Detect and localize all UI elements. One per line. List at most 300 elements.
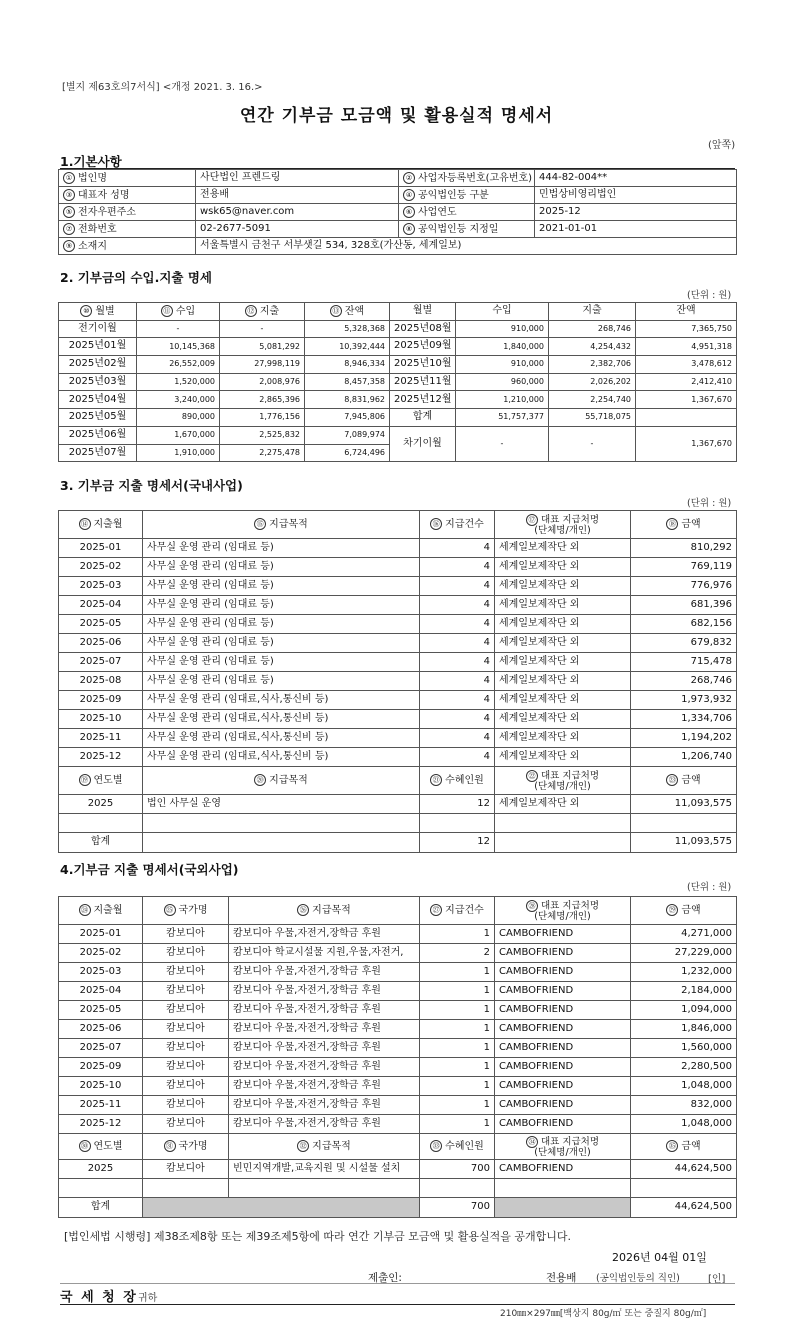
field-value: wsk65@naver.com [196,204,399,221]
recipient-cell: 세계일보제작단 외 [495,558,631,577]
section4-unit: (단위 : 원) [687,882,732,893]
col-header-text: 금액 [681,775,701,787]
count-cell: 4 [420,729,495,748]
overseas-row [59,1096,737,1115]
col-header-text: 국가명 [178,1141,208,1153]
domestic-row [59,577,737,596]
purpose-cell: 사무실 운영 관리 (임대료 등) [143,634,420,653]
recipient-cell: CAMBOFRIEND [495,944,631,963]
month-cell: 2025-04 [59,982,143,1001]
purpose-cell: 캄보디아 우물,자전거,장학금 후원 [229,963,420,982]
expense-cell: 2,865,396 [220,391,305,409]
item-number-marker: ⑲ [79,774,91,786]
month-cell: 2025-04 [59,596,143,615]
purpose-cell: 사무실 운영 관리 (임대료 등) [143,615,420,634]
overseas-row [59,1039,737,1058]
item-number-marker: ⑫ [245,305,257,317]
month-cell: 2025년05월 [59,409,137,427]
income-cell: 1,840,000 [456,338,549,356]
shaded-cell [143,1198,420,1218]
recipient-cell: CAMBOFRIEND [495,1001,631,1020]
item-number-marker: ⑬ [330,305,342,317]
month-cell: 2025-07 [59,1039,143,1058]
domestic-row [59,539,737,558]
domestic-year-row [59,795,737,814]
col-header-text: 연도별 [93,775,123,787]
item-number-marker: ㉟ [666,1140,678,1152]
count-cell: 4 [420,710,495,729]
field-label [399,187,535,204]
month-cell: 2025-08 [59,672,143,691]
section1-title: 1.기본사항 [60,154,122,169]
purpose-cell: 사무실 운영 관리 (임대료,식사,통신비 등) [143,748,420,767]
overseas-row [59,963,737,982]
domestic-row [59,634,737,653]
beneficiary-count-cell: 12 [420,795,495,814]
item-number-marker: ⑰ [526,514,538,526]
col-header-recipient-line2: (단체명/개인) [534,780,591,792]
submitter-name: 전용배 [546,1272,577,1284]
total-amount: 44,624,500 [631,1198,737,1218]
col-header-recipient [495,1134,631,1160]
col-header-text: 월별 [95,306,115,318]
amount-cell: 1,846,000 [631,1020,737,1039]
item-number-marker: ⑩ [80,305,92,317]
carry-forward-expense: - [549,426,636,461]
carry-forward-income: - [456,426,549,461]
col-header-text: 연도별 [93,1141,123,1153]
expense-cell: 2,275,478 [220,444,305,462]
income-cell: 3,240,000 [137,391,220,409]
purpose-cell: 사무실 운영 관리 (임대료,식사,통신비 등) [143,710,420,729]
item-number-marker: ㉙ [666,904,678,916]
country-cell: 캄보디아 [143,925,229,944]
month-cell: 2025-03 [59,963,143,982]
field-value: 민법상비영리법인 [535,187,737,204]
amount-cell: 268,746 [631,672,737,691]
balance-cell: 10,392,444 [305,338,390,356]
month-cell: 2025년08월 [390,320,456,338]
col-header-recipient-line1: 대표 지급처명 [540,770,600,782]
shaded-cell [495,1198,631,1218]
domestic-row [59,729,737,748]
purpose-cell: 사무실 운영 관리 (임대료,식사,통신비 등) [143,729,420,748]
amount-cell: 776,976 [631,577,737,596]
income-expense-row [59,338,737,356]
col-header-recipient-line2: (단체명/개인) [534,910,591,922]
month-cell: 2025-12 [59,748,143,767]
recipient-cell: CAMBOFRIEND [495,1077,631,1096]
col-header [420,897,495,925]
recipient-cell: 세계일보제작단 외 [495,710,631,729]
purpose-cell: 캄보디아 학교시설물 지원,우물,자전거, [229,944,420,963]
country-cell: 캄보디아 [143,1058,229,1077]
purpose-cell: 캄보디아 우물,자전거,장학금 후원 [229,1020,420,1039]
recipient-cell: 세계일보제작단 외 [495,653,631,672]
country-cell: 캄보디아 [143,1115,229,1134]
domestic-row [59,558,737,577]
carry-forward-label: 차기이월 [390,426,456,461]
col-header-text: 지급건수 [445,519,484,531]
item-number-marker: ㉗ [430,904,442,916]
empty-cell [143,833,420,853]
total-count: 700 [420,1198,495,1218]
recipient-cell: CAMBOFRIEND [495,1160,631,1179]
col-header-recipient-line1: 대표 지급처명 [540,514,600,526]
amount-cell: 682,156 [631,615,737,634]
income-cell: 51,757,377 [456,409,549,427]
balance-cell [636,409,737,427]
recipient-cell: CAMBOFRIEND [495,982,631,1001]
col-header [59,511,143,539]
address-label-text: 소재지 [78,240,107,252]
recipient-suffix: 귀하 [138,1293,158,1304]
col-header [631,767,737,795]
purpose-cell: 사무실 운영 관리 (임대료 등) [143,596,420,615]
balance-cell: 2,412,410 [636,373,737,391]
basic-info-table [58,169,737,255]
expense-cell: 2,008,976 [220,373,305,391]
count-cell: 1 [420,1077,495,1096]
month-cell: 2025-05 [59,1001,143,1020]
section4-title: 4.기부금 지출 명세서(국외사업) [60,862,239,877]
item-number-marker: ④ [403,189,415,201]
item-number-marker: ㉛ [164,1140,176,1152]
income-expense-row [59,373,737,391]
col-header-recipient-line1: 대표 지급처명 [540,1136,600,1148]
purpose-cell: 사무실 운영 관리 (임대료 등) [143,539,420,558]
month-cell: 2025-01 [59,539,143,558]
income-expense-row [59,320,737,338]
month-cell: 2025년12월 [390,391,456,409]
recipient-cell: CAMBOFRIEND [495,1096,631,1115]
col-header-text: 금액 [681,519,701,531]
expense-cell: 5,081,292 [220,338,305,356]
income-cell: 1,520,000 [137,373,220,391]
col-header [229,897,420,925]
domestic-row [59,710,737,729]
domestic-blank-row [59,814,737,833]
purpose-cell: 빈민지역개발,교육지원 및 시설물 설치 [229,1160,420,1179]
front-side-label: (앞쪽) [708,140,736,151]
field-value: 2021-01-01 [535,221,737,238]
col-header [143,1134,229,1160]
month-cell: 합계 [390,409,456,427]
total-label: 합계 [59,833,143,853]
section2-unit: (단위 : 원) [687,290,732,301]
count-cell: 1 [420,1115,495,1134]
field-label-text: 사업연도 [418,206,457,218]
purpose-cell: 캄보디아 우물,자전거,장학금 후원 [229,1058,420,1077]
count-cell: 1 [420,963,495,982]
amount-cell: 1,194,202 [631,729,737,748]
month-cell: 2025-01 [59,925,143,944]
col-header [143,511,420,539]
purpose-cell: 사무실 운영 관리 (임대료 등) [143,577,420,596]
amount-cell: 1,232,000 [631,963,737,982]
recipient-cell: 세계일보제작단 외 [495,539,631,558]
col-header: 잔액 [636,303,737,321]
recipient-cell: CAMBOFRIEND [495,1020,631,1039]
country-cell: 캄보디아 [143,963,229,982]
income-cell: 910,000 [456,356,549,374]
income-cell: 960,000 [456,373,549,391]
month-cell: 2025-10 [59,710,143,729]
expense-cell: 2,382,706 [549,356,636,374]
col-header-text: 지급목적 [312,1141,351,1153]
field-label [399,204,535,221]
month-cell: 2025년07월 [59,444,137,462]
overseas-row [59,1077,737,1096]
col-header-text: 잔액 [344,306,365,318]
item-number-marker: ② [403,172,415,184]
item-number-marker: ⑤ [63,206,75,218]
item-number-marker: ㉕ [164,904,176,916]
month-cell: 2025년10월 [390,356,456,374]
count-cell: 1 [420,1039,495,1058]
recipient-cell: 세계일보제작단 외 [495,596,631,615]
col-header [220,303,305,321]
count-cell: 1 [420,1058,495,1077]
col-header: 수입 [456,303,549,321]
amount-cell: 1,334,706 [631,710,737,729]
month-cell: 2025-09 [59,691,143,710]
expense-cell: 55,718,075 [549,409,636,427]
field-label [59,187,196,204]
col-header-text: 지급목적 [269,519,308,531]
income-expense-row [59,391,737,409]
amount-cell: 810,292 [631,539,737,558]
legal-basis-text: [법인세법 시행령] 제38조제8항 또는 제39조제5항에 따라 연간 기부금 모금액 및 활용실적을 공개합니다. [64,1230,571,1243]
total-count: 12 [420,833,495,853]
count-cell: 2 [420,944,495,963]
item-number-marker: ③ [63,189,75,201]
recipient-cell: 세계일보제작단 외 [495,729,631,748]
beneficiary-count-cell: 700 [420,1160,495,1179]
balance-cell: 7,089,974 [305,426,390,444]
amount-cell: 44,624,500 [631,1160,737,1179]
balance-cell: 3,478,612 [636,356,737,374]
domestic-header [59,511,737,539]
balance-cell: 7,365,750 [636,320,737,338]
section3-title: 3. 기부금 지출 명세서(국내사업) [60,478,243,493]
income-cell: 1,910,000 [137,444,220,462]
balance-cell: 4,951,318 [636,338,737,356]
amount-cell: 832,000 [631,1096,737,1115]
income-cell: - [137,320,220,338]
col-header-text: 수입 [175,306,196,318]
item-number-marker: ⑪ [161,305,173,317]
amount-cell: 681,396 [631,596,737,615]
amount-cell: 4,271,000 [631,925,737,944]
recipient-cell: 세계일보제작단 외 [495,795,631,814]
purpose-cell: 캄보디아 우물,자전거,장학금 후원 [229,1115,420,1134]
empty-cell [495,833,631,853]
month-cell: 전기이월 [59,320,137,338]
section2-title: 2. 기부금의 수입.지출 명세 [60,270,213,285]
country-cell: 캄보디아 [143,1077,229,1096]
overseas-row [59,1020,737,1039]
empty-cell [631,814,737,833]
recipient-cell: CAMBOFRIEND [495,963,631,982]
col-header-recipient-line2: (단체명/개인) [534,524,591,536]
balance-cell: 5,328,368 [305,320,390,338]
field-label-text: 공익법인등 지정일 [418,223,499,235]
col-header [420,1134,495,1160]
amount-cell: 2,184,000 [631,982,737,1001]
field-label-text: 대표자 성명 [78,189,130,201]
col-header: 지출 [549,303,636,321]
col-header-text: 수혜인원 [445,1141,484,1153]
col-header [631,897,737,925]
overseas-row [59,944,737,963]
col-header [137,303,220,321]
recipient-cell: CAMBOFRIEND [495,925,631,944]
overseas-row [59,1001,737,1020]
recipient-cell: 세계일보제작단 외 [495,672,631,691]
item-number-marker: ⑧ [403,223,415,235]
field-label-text: 법인명 [78,172,107,184]
item-number-marker: ⑮ [254,518,266,530]
recipient-cell: 세계일보제작단 외 [495,577,631,596]
month-cell: 2025-12 [59,1115,143,1134]
section3-unit: (단위 : 원) [687,498,732,509]
col-header [631,511,737,539]
recipient: 국 세 청 장 [60,1290,138,1305]
domestic-row [59,748,737,767]
month-cell: 2025-11 [59,1096,143,1115]
year-cell: 2025 [59,1160,143,1179]
form-number-note: [별지 제63호의7서식] <개정 2021. 3. 16.> [62,82,263,93]
amount-cell: 27,229,000 [631,944,737,963]
recipient-cell: 세계일보제작단 외 [495,691,631,710]
overseas-row [59,1115,737,1134]
field-label [59,221,196,238]
income-expense-row [59,426,737,444]
purpose-cell: 캄보디아 우물,자전거,장학금 후원 [229,925,420,944]
col-header-text: 금액 [681,1141,701,1153]
domestic-row [59,596,737,615]
expense-cell: - [220,320,305,338]
basic-info-row [59,204,737,221]
recipient-rule [60,1283,735,1284]
empty-cell [631,1179,737,1198]
count-cell: 4 [420,634,495,653]
amount-cell: 1,973,932 [631,691,737,710]
field-label-text: 전자우편주소 [78,206,136,218]
purpose-cell: 캄보디아 우물,자전거,장학금 후원 [229,1039,420,1058]
count-cell: 4 [420,672,495,691]
month-cell: 2025년02월 [59,356,137,374]
amount-cell: 1,048,000 [631,1115,737,1134]
basic-info-row [59,221,737,238]
field-value: 444-82-004** [535,170,737,187]
bottom-rule [60,1304,735,1305]
address-label [59,238,196,255]
amount-cell: 769,119 [631,558,737,577]
overseas-blank-row [59,1179,737,1198]
col-header-text: 지급목적 [312,905,351,917]
overseas-row [59,1058,737,1077]
count-cell: 1 [420,1001,495,1020]
empty-cell [229,1179,420,1198]
income-cell: 26,552,009 [137,356,220,374]
count-cell: 1 [420,1020,495,1039]
month-cell: 2025-11 [59,729,143,748]
item-number-marker: ㉞ [526,1136,538,1148]
domestic-year-header [59,767,737,795]
amount-cell: 1,094,000 [631,1001,737,1020]
col-header [59,767,143,795]
empty-cell [59,1179,143,1198]
col-header [305,303,390,321]
address-value: 서울특별시 금천구 서부샛길 534, 328호(가산동, 세계일보) [196,238,737,255]
total-label: 합계 [59,1198,143,1218]
seal-placeholder: [인] [708,1274,726,1285]
field-value: 2025-12 [535,204,737,221]
purpose-cell: 캄보디아 우물,자전거,장학금 후원 [229,1077,420,1096]
balance-cell: 8,831,962 [305,391,390,409]
item-number-marker: ㉝ [430,1140,442,1152]
field-label [399,170,535,187]
overseas-header [59,897,737,925]
count-cell: 1 [420,1096,495,1115]
item-number-marker: ㉑ [430,774,442,786]
empty-cell [143,814,420,833]
overseas-year-row [59,1160,737,1179]
country-cell: 캄보디아 [143,944,229,963]
overseas-year-header [59,1134,737,1160]
col-header-text: 수혜인원 [445,775,484,787]
country-cell: 캄보디아 [143,1001,229,1020]
purpose-cell: 캄보디아 우물,자전거,장학금 후원 [229,982,420,1001]
count-cell: 4 [420,653,495,672]
expense-cell: 4,254,432 [549,338,636,356]
month-cell: 2025년04월 [59,391,137,409]
month-cell: 2025-09 [59,1058,143,1077]
month-cell: 2025-02 [59,944,143,963]
month-cell: 2025년03월 [59,373,137,391]
col-header [143,767,420,795]
income-cell: 910,000 [456,320,549,338]
col-header-recipient-line1: 대표 지급처명 [540,900,600,912]
submitter-label: 제출인: [368,1272,402,1284]
month-cell: 2025년09월 [390,338,456,356]
col-header-text: 지출월 [93,519,123,531]
domestic-row [59,615,737,634]
count-cell: 1 [420,982,495,1001]
empty-cell [420,1179,495,1198]
document-title: 연간 기부금 모금액 및 활용실적 명세서 [239,106,554,126]
col-header [59,303,137,321]
submission-date: 2026년 04월 01일 [612,1251,707,1264]
month-cell: 2025-06 [59,634,143,653]
month-cell: 2025-02 [59,558,143,577]
recipient-cell: 세계일보제작단 외 [495,634,631,653]
empty-cell [495,814,631,833]
balance-cell: 1,367,670 [636,391,737,409]
income-cell: 10,145,368 [137,338,220,356]
item-number-marker: ① [63,172,75,184]
recipient-cell: CAMBOFRIEND [495,1039,631,1058]
amount-cell: 679,832 [631,634,737,653]
item-number-marker: ㉖ [297,904,309,916]
purpose-cell: 사무실 운영 관리 (임대료 등) [143,672,420,691]
col-header-text: 금액 [681,905,701,917]
field-label [399,221,535,238]
expense-cell: 2,254,740 [549,391,636,409]
count-cell: 4 [420,615,495,634]
